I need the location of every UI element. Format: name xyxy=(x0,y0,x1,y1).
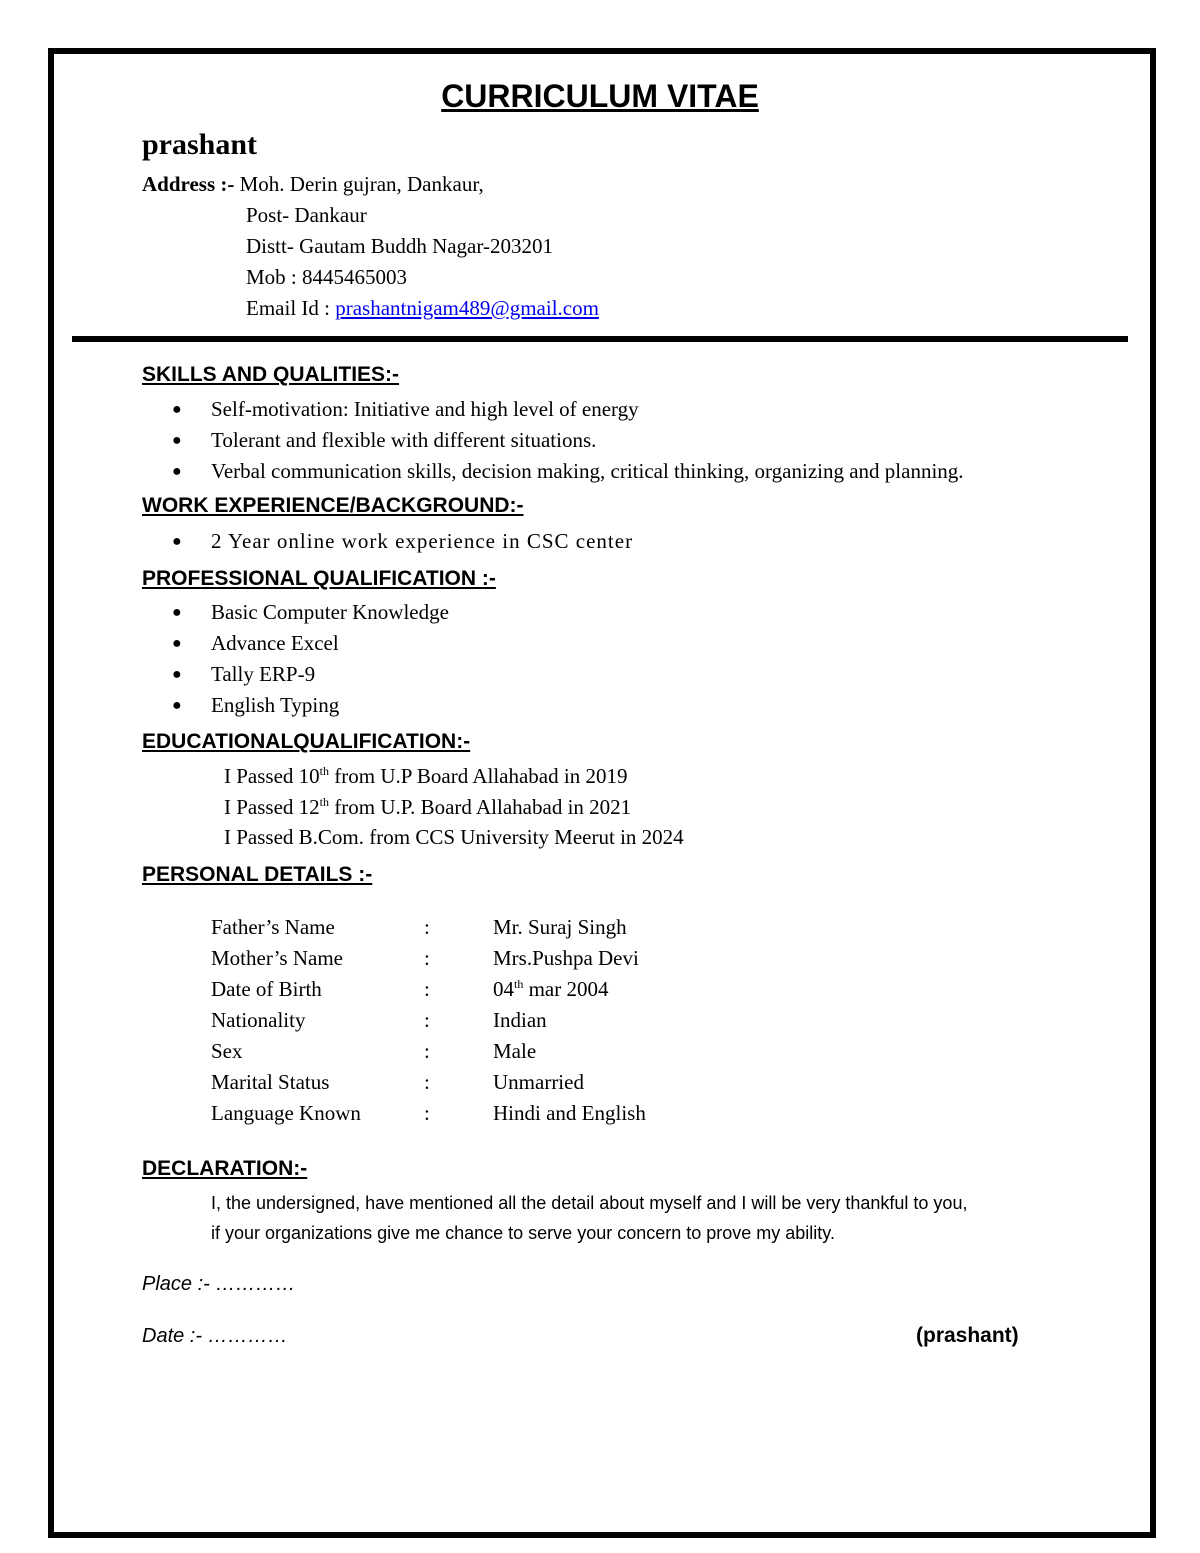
declaration-text-line-1: I, the undersigned, have mentioned all the detail about myself and I will be very thankful to you, xyxy=(211,1193,968,1213)
personal-label: Father’s Name xyxy=(211,915,335,939)
personal-label: Mother’s Name xyxy=(211,946,343,970)
personal-label: Marital Status xyxy=(211,1070,330,1094)
personal-separator: : xyxy=(424,1008,430,1032)
address-line-2: Post- Dankaur xyxy=(246,203,367,227)
personal-separator: : xyxy=(424,1101,430,1125)
bullet-icon: ● xyxy=(172,635,182,652)
address-line-3: Distt- Gautam Buddh Nagar-203201 xyxy=(246,234,553,258)
page-border xyxy=(48,48,1156,1538)
header-divider xyxy=(72,336,1128,342)
education-heading: EDUCATIONALQUALIFICATION:- xyxy=(142,730,471,753)
address-text: Moh. Derin gujran, Dankaur, xyxy=(239,172,484,196)
education-item: I Passed 10th from U.P Board Allahabad in 2019 xyxy=(224,764,628,788)
personal-heading: PERSONAL DETAILS :- xyxy=(142,863,373,886)
email-label: Email Id : xyxy=(246,296,330,320)
list-item: ● Self-motivation: Initiative and high level of energy xyxy=(172,397,639,421)
list-item: ● English Typing xyxy=(172,693,340,717)
personal-label: Sex xyxy=(211,1039,243,1063)
date-field: Date :- ………… xyxy=(142,1325,288,1347)
personal-value: Male xyxy=(493,1039,537,1063)
personal-value: Unmarried xyxy=(493,1070,584,1094)
bullet-icon: ● xyxy=(172,666,182,683)
personal-value: Indian xyxy=(493,1008,547,1032)
bullet-icon: ● xyxy=(172,432,182,449)
education-item: I Passed 12th from U.P. Board Allahabad in 2021 xyxy=(224,795,632,819)
bullet-icon: ● xyxy=(172,463,182,480)
personal-label: Nationality xyxy=(211,1008,306,1032)
email-link[interactable]: prashantnigam489@gmail.com xyxy=(335,296,599,320)
personal-value: 04th mar 2004 xyxy=(493,977,609,1001)
personal-separator: : xyxy=(424,915,430,939)
email-row xyxy=(246,296,599,321)
candidate-name: prashant xyxy=(142,128,258,161)
place-field: Place :- ………… xyxy=(142,1273,296,1295)
personal-separator: : xyxy=(424,946,430,970)
list-item: ● 2 Year online work experience in CSC center xyxy=(172,529,634,553)
personal-value: Hindi and English xyxy=(493,1101,646,1125)
list-item: ● Advance Excel xyxy=(172,631,339,655)
address-label: Address :- xyxy=(142,172,235,196)
bullet-icon: ● xyxy=(172,697,182,714)
personal-separator: : xyxy=(424,977,430,1001)
list-item: ● Verbal communication skills, decision making, critical thinking, organizing and planning. xyxy=(172,459,964,483)
declaration-text-line-2: if your organizations give me chance to serve your concern to prove my ability. xyxy=(211,1223,835,1243)
signature-name: (prashant) xyxy=(916,1324,1019,1347)
personal-separator: : xyxy=(424,1070,430,1094)
personal-value: Mr. Suraj Singh xyxy=(493,915,627,939)
personal-value: Mrs.Pushpa Devi xyxy=(493,946,639,970)
professional-heading: PROFESSIONAL QUALIFICATION :- xyxy=(142,567,496,590)
personal-separator: : xyxy=(424,1039,430,1063)
bullet-icon: ● xyxy=(172,401,182,418)
personal-label: Date of Birth xyxy=(211,977,322,1001)
skills-heading: SKILLS AND QUALITIES:- xyxy=(142,363,400,386)
address-line-1 xyxy=(142,172,484,197)
list-item: ● Tally ERP-9 xyxy=(172,662,316,686)
education-item: I Passed B.Com. from CCS University Meerut in 2024 xyxy=(224,825,684,849)
bullet-icon: ● xyxy=(172,533,182,550)
personal-label: Language Known xyxy=(211,1101,361,1125)
bullet-icon: ● xyxy=(172,604,182,621)
page-title: CURRICULUM VITAE xyxy=(441,78,759,114)
mobile-number: Mob : 8445465003 xyxy=(246,265,408,289)
declaration-heading: DECLARATION:- xyxy=(142,1157,308,1180)
work-heading: WORK EXPERIENCE/BACKGROUND:- xyxy=(142,494,524,517)
list-item: ● Basic Computer Knowledge xyxy=(172,600,449,624)
list-item: ● Tolerant and flexible with different situations. xyxy=(172,428,597,452)
